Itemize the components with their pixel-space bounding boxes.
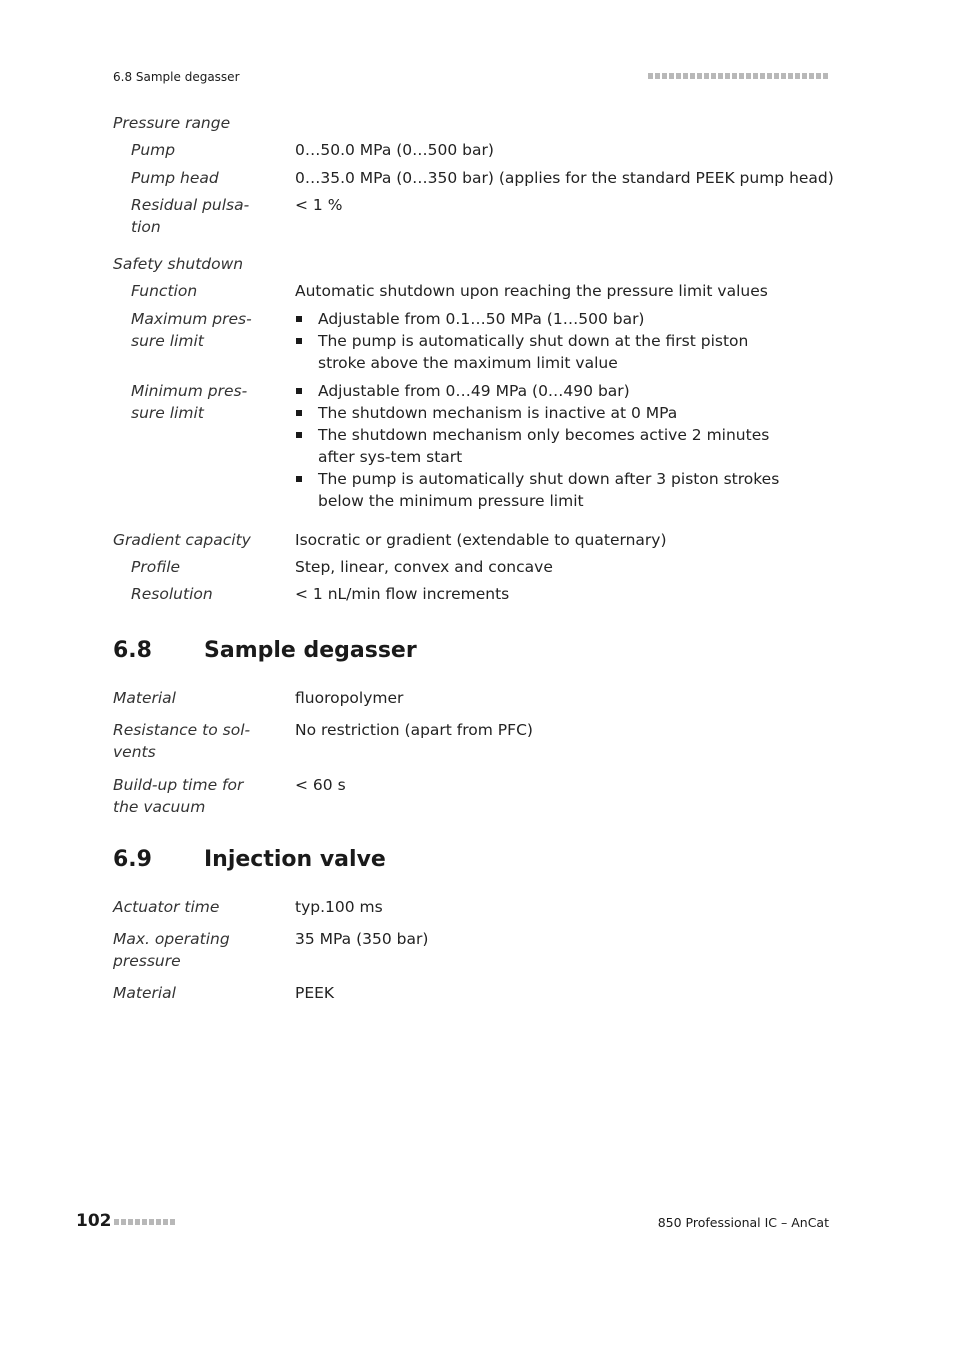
decoration-square xyxy=(690,73,695,79)
decoration-square xyxy=(732,73,737,79)
decoration-square xyxy=(156,1219,161,1225)
list-item: Adjustable from 0.1…50 MPa (1…500 bar) xyxy=(295,308,815,330)
decoration-square xyxy=(795,73,800,79)
decoration-square xyxy=(718,73,723,79)
decoration-square xyxy=(767,73,772,79)
decoration-square xyxy=(163,1219,168,1225)
decoration-square xyxy=(774,73,779,79)
decoration-square xyxy=(128,1219,133,1225)
decoration-square xyxy=(149,1219,154,1225)
decoration-square xyxy=(697,73,702,79)
section-heading-degasser: 6.8 Sample degasser xyxy=(113,638,417,663)
decoration-square xyxy=(802,73,807,79)
running-header: 6.8 Sample degasser xyxy=(113,70,240,84)
decoration-square xyxy=(669,73,674,79)
decoration-square xyxy=(760,73,765,79)
decoration-square xyxy=(704,73,709,79)
decoration-square xyxy=(676,73,681,79)
page-number: 102 xyxy=(76,1211,112,1231)
list-item: The shutdown mechanism is inactive at 0 MPa xyxy=(295,402,815,424)
pressure-range-title: Pressure range xyxy=(113,114,231,132)
decoration-square xyxy=(121,1219,126,1225)
decoration-square xyxy=(648,73,653,79)
safety-shutdown-title: Safety shutdown xyxy=(113,255,244,273)
header-decoration xyxy=(648,73,828,79)
decoration-square xyxy=(788,73,793,79)
min-pressure-list xyxy=(295,380,815,512)
decoration-square xyxy=(739,73,744,79)
decoration-square xyxy=(816,73,821,79)
decoration-square xyxy=(746,73,751,79)
decoration-square xyxy=(781,73,786,79)
decoration-square xyxy=(809,73,814,79)
decoration-square xyxy=(135,1219,140,1225)
decoration-square xyxy=(753,73,758,79)
list-item: The pump is automatically shut down after 3 piston strokes below the minimum pressure limit xyxy=(295,468,798,512)
decoration-square xyxy=(114,1219,119,1225)
decoration-square xyxy=(655,73,660,79)
section-heading-valve: 6.9 Injection valve xyxy=(113,847,386,872)
list-item: The pump is automatically shut down at the first piston stroke above the maximum limit value xyxy=(295,330,768,374)
decoration-square xyxy=(725,73,730,79)
decoration-square xyxy=(170,1219,175,1225)
decoration-square xyxy=(683,73,688,79)
decoration-square xyxy=(823,73,828,79)
list-item: Adjustable from 0…49 MPa (0…490 bar) xyxy=(295,380,815,402)
footer-decoration xyxy=(114,1219,175,1225)
max-pressure-list xyxy=(295,308,815,374)
decoration-square xyxy=(662,73,667,79)
decoration-square xyxy=(711,73,716,79)
decoration-square xyxy=(142,1219,147,1225)
product-name: 850 Professional IC – AnCat xyxy=(657,1215,829,1230)
list-item: The shutdown mechanism only becomes active 2 minutes after sys-tem start xyxy=(295,424,798,468)
